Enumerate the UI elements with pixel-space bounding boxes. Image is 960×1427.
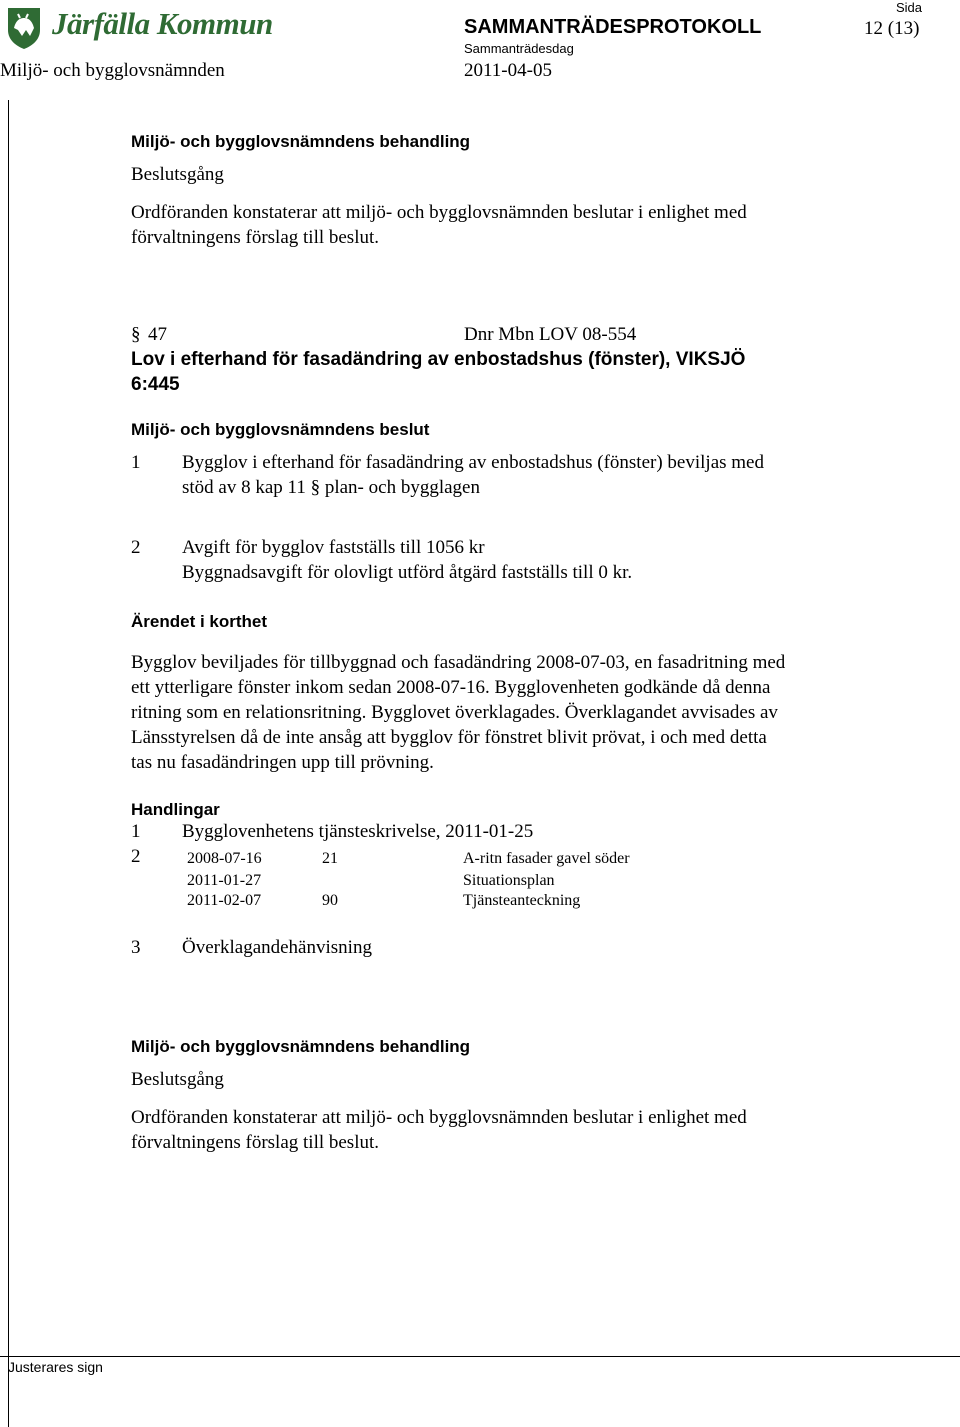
documents-heading: Handlingar <box>131 800 220 819</box>
municipality-coat-of-arms-icon <box>6 6 42 50</box>
section-subheading: Beslutsgång <box>131 164 224 185</box>
decision-item-number: 2 <box>131 537 141 558</box>
document-date: 2011-02-07 <box>187 892 262 909</box>
body-text-line: förvaltningens förslag till beslut. <box>131 1132 380 1153</box>
document-date: 2008-07-16 <box>187 850 262 867</box>
summary-line: Länsstyrelsen då de inte ansåg att bygglov för fönstret blivit prövat, i och med detta <box>131 727 767 748</box>
summary-line: Bygglov beviljades för tillbyggnad och fasadändring 2008-07-03, en fasadritning med <box>131 652 786 673</box>
document-item-number: 1 <box>131 821 141 842</box>
summary-heading: Ärendet i korthet <box>131 612 268 631</box>
page-number: 12 (13) <box>864 18 920 39</box>
paragraph-symbol: § <box>310 477 321 498</box>
body-text-line: förvaltningens förslag till beslut. <box>131 227 380 248</box>
document-item-text: Bygglovenhetens tjänsteskrivelse, 2011-01-25 <box>182 821 534 842</box>
paragraph-number: 47 <box>148 324 167 345</box>
document-description: A-ritn fasader gavel söder <box>463 850 630 867</box>
case-title-line: 6:445 <box>131 374 180 395</box>
case-number: Dnr Mbn LOV 08-554 <box>464 324 637 345</box>
decision-item-number: 1 <box>131 452 141 473</box>
document-date: 2011-01-27 <box>187 872 262 889</box>
document-number: 21 <box>322 850 338 867</box>
page-label: Sida <box>896 0 923 15</box>
decision-item-text: Byggnadsavgift för olovligt utförd åtgärd fastställs till 0 kr. <box>182 562 633 583</box>
meeting-date: 2011-04-05 <box>464 60 552 81</box>
case-title-line: Lov i efterhand för fasadändring av enbostadshus (fönster), VIKSJÖ <box>131 349 746 370</box>
summary-line: ritning som en relationsritning. Bygglovet överklagades. Överklagandet avvisades av <box>131 702 778 723</box>
municipality-logo: Järfälla Kommun <box>52 6 273 41</box>
document-description: Tjänsteanteckning <box>463 892 581 909</box>
footer-rule <box>0 1356 960 1357</box>
document-item-number: 3 <box>131 937 141 958</box>
margin-rule <box>8 100 9 1427</box>
protocol-title: SAMMANTRÄDESPROTOKOLL <box>464 16 762 38</box>
summary-line: tas nu fasadändringen upp till prövning. <box>131 752 434 773</box>
body-text-line: Ordföranden konstaterar att miljö- och bygglovsnämnden beslutar i enlighet med <box>131 1107 747 1128</box>
decision-item-text: Avgift för bygglov fastställs till 1056 kr <box>182 537 485 558</box>
decision-heading: Miljö- och bygglovsnämndens beslut <box>131 420 430 439</box>
document-description: Situationsplan <box>463 872 555 889</box>
committee-name: Miljö- och bygglovsnämnden <box>0 60 225 81</box>
decision-item-text: stöd av 8 kap 11 § plan- och bygglagen <box>182 477 480 498</box>
signature-label: Justerares sign <box>8 1359 103 1375</box>
section-heading: Miljö- och bygglovsnämndens behandling <box>131 1037 471 1056</box>
document-number: 90 <box>322 892 338 909</box>
summary-line: ett ytterligare fönster inkom sedan 2008-07-16. Bygglovenheten godkände då denna <box>131 677 771 698</box>
decision-item-text: Bygglov i efterhand för fasadändring av enbostadshus (fönster) beviljas med <box>182 452 764 473</box>
paragraph-symbol: § <box>131 324 141 345</box>
document-item-number: 2 <box>131 846 141 867</box>
document-item-text: Överklagandehänvisning <box>182 937 372 958</box>
section-subheading: Beslutsgång <box>131 1069 224 1090</box>
section-heading: Miljö- och bygglovsnämndens behandling <box>131 132 471 151</box>
meeting-date-label: Sammanträdesdag <box>464 41 574 56</box>
body-text-line: Ordföranden konstaterar att miljö- och bygglovsnämnden beslutar i enlighet med <box>131 202 747 223</box>
